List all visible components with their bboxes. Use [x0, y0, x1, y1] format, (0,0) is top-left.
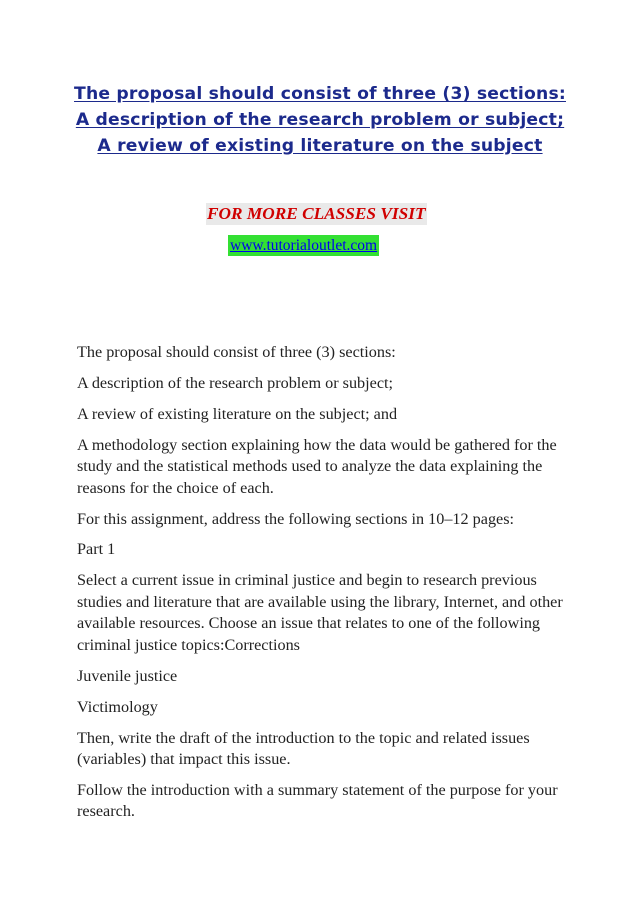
paragraph: Select a current issue in criminal justice and begin to research previous studies and literature that are available using the library, Internet, and other available resources. Choose an issue that relates to one of the following criminal justice topics:Corrections: [77, 571, 563, 654]
paragraph: Then, write the draft of the introduction to the topic and related issues (variables) that impact this issue.: [77, 728, 530, 769]
title-line-1: The proposal should consist of three (3) sections:: [74, 84, 566, 104]
promo-heading: FOR MORE CLASSES VISIT: [207, 204, 426, 223]
title-line-3: A review of existing literature on the subject: [97, 136, 543, 156]
paragraph: A methodology section explaining how the data would be gathered for the study and the statistical methods used to analyze the data explaining the reasons for the choice of each.: [77, 435, 557, 497]
paragraph: The proposal should consist of three (3) sections:: [77, 343, 396, 361]
paragraph: Juvenile justice: [77, 666, 178, 685]
document-title: [40, 81, 600, 159]
paragraph: A description of the research problem or subject;: [77, 373, 394, 392]
paragraph: Part 1: [77, 540, 116, 559]
document-body: [77, 342, 567, 832]
paragraph: Follow the introduction with a summary statement of the purpose for your research.: [77, 780, 558, 821]
paragraph: For this assignment, address the following sections in 10–12 pages:: [77, 509, 515, 528]
title-line-2: A description of the research problem or subject;: [75, 110, 565, 130]
website-link[interactable]: www.tutorialoutlet.com: [230, 237, 378, 254]
paragraph: A review of existing literature on the subject; and: [77, 404, 398, 423]
paragraph: Victimology: [77, 697, 158, 716]
